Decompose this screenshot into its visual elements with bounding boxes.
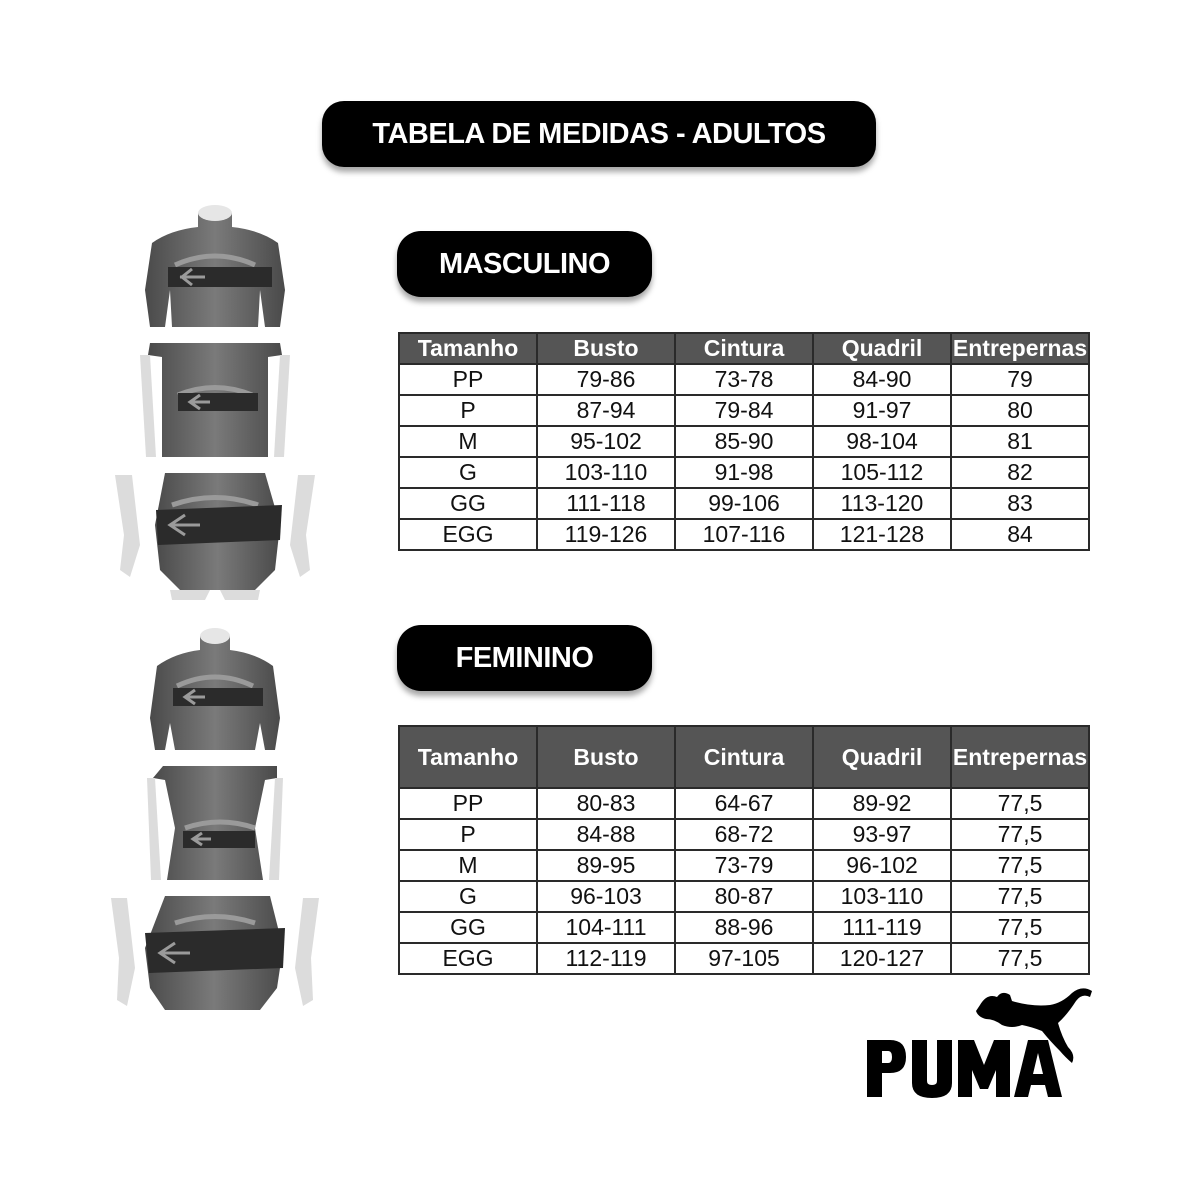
table-cell: 79-86	[537, 364, 675, 395]
table-cell: 77,5	[951, 850, 1089, 881]
table-cell: 80	[951, 395, 1089, 426]
table-cell: 111-118	[537, 488, 675, 519]
table-cell: 77,5	[951, 819, 1089, 850]
table-cell: 84	[951, 519, 1089, 550]
table-cell: 89-95	[537, 850, 675, 881]
table-cell: 77,5	[951, 788, 1089, 819]
female-waist-panel	[147, 766, 283, 880]
column-header-entrepernas: Entrepernas	[951, 726, 1089, 788]
table-cell: 79	[951, 364, 1089, 395]
column-header-quadril: Quadril	[813, 333, 951, 364]
table-row	[399, 788, 1089, 819]
table-row	[399, 364, 1089, 395]
table-cell: GG	[399, 488, 537, 519]
table-cell: 96-102	[813, 850, 951, 881]
puma-logo	[862, 985, 1097, 1105]
table-cell: 84-88	[537, 819, 675, 850]
table-cell: 113-120	[813, 488, 951, 519]
column-header-cintura: Cintura	[675, 333, 813, 364]
column-header-tamanho: Tamanho	[399, 333, 537, 364]
table-cell: 73-78	[675, 364, 813, 395]
puma-wordmark	[867, 1040, 1062, 1098]
column-header-busto: Busto	[537, 726, 675, 788]
table-row	[399, 488, 1089, 519]
table-cell: G	[399, 457, 537, 488]
table-row	[399, 943, 1089, 974]
table-cell: 80-87	[675, 881, 813, 912]
table-cell: 77,5	[951, 912, 1089, 943]
table-cell: 81	[951, 426, 1089, 457]
table-cell: 93-97	[813, 819, 951, 850]
table-cell: 85-90	[675, 426, 813, 457]
table-cell: 77,5	[951, 881, 1089, 912]
table-cell: 77,5	[951, 943, 1089, 974]
table-cell: 112-119	[537, 943, 675, 974]
female-section-title: FEMININO	[397, 625, 652, 691]
table-row	[399, 881, 1089, 912]
table-cell: 99-106	[675, 488, 813, 519]
table-cell: G	[399, 881, 537, 912]
female-body-measurement-figure	[105, 628, 325, 1018]
table-cell: 98-104	[813, 426, 951, 457]
table-cell: 82	[951, 457, 1089, 488]
table-row	[399, 519, 1089, 550]
column-header-quadril: Quadril	[813, 726, 951, 788]
table-cell: 88-96	[675, 912, 813, 943]
male-chest-panel	[145, 205, 285, 327]
female-bust-panel	[150, 628, 280, 750]
table-row	[399, 819, 1089, 850]
table-cell: 95-102	[537, 426, 675, 457]
table-cell: 73-79	[675, 850, 813, 881]
column-header-entrepernas: Entrepernas	[951, 333, 1089, 364]
table-cell: M	[399, 850, 537, 881]
table-cell: EGG	[399, 519, 537, 550]
table-cell: 87-94	[537, 395, 675, 426]
table-cell: 68-72	[675, 819, 813, 850]
table-cell: 103-110	[537, 457, 675, 488]
table-header-row	[399, 726, 1089, 788]
table-cell: 96-103	[537, 881, 675, 912]
page-title: TABELA DE MEDIDAS - ADULTOS	[322, 101, 876, 167]
table-cell: EGG	[399, 943, 537, 974]
table-cell: PP	[399, 364, 537, 395]
table-cell: M	[399, 426, 537, 457]
table-cell: 103-110	[813, 881, 951, 912]
table-cell: 64-67	[675, 788, 813, 819]
male-hip-panel	[115, 473, 315, 600]
male-section-title: MASCULINO	[397, 231, 652, 297]
table-cell: 84-90	[813, 364, 951, 395]
table-row	[399, 457, 1089, 488]
column-header-busto: Busto	[537, 333, 675, 364]
column-header-cintura: Cintura	[675, 726, 813, 788]
male-waist-panel	[140, 343, 290, 457]
table-cell: 91-97	[813, 395, 951, 426]
table-header-row	[399, 333, 1089, 364]
table-cell: P	[399, 819, 537, 850]
table-cell: 107-116	[675, 519, 813, 550]
table-cell: 83	[951, 488, 1089, 519]
table-cell: 111-119	[813, 912, 951, 943]
table-cell: 97-105	[675, 943, 813, 974]
table-cell: GG	[399, 912, 537, 943]
table-row	[399, 912, 1089, 943]
table-cell: PP	[399, 788, 537, 819]
male-size-table	[398, 332, 1090, 551]
table-row	[399, 426, 1089, 457]
table-cell: 120-127	[813, 943, 951, 974]
table-cell: 79-84	[675, 395, 813, 426]
table-cell: 89-92	[813, 788, 951, 819]
table-cell: 80-83	[537, 788, 675, 819]
table-cell: P	[399, 395, 537, 426]
female-hip-panel	[111, 896, 319, 1010]
male-body-measurement-figure	[110, 205, 320, 600]
female-size-table	[398, 725, 1090, 975]
column-header-tamanho: Tamanho	[399, 726, 537, 788]
table-cell: 91-98	[675, 457, 813, 488]
table-cell: 121-128	[813, 519, 951, 550]
table-cell: 105-112	[813, 457, 951, 488]
table-cell: 119-126	[537, 519, 675, 550]
table-row	[399, 395, 1089, 426]
table-row	[399, 850, 1089, 881]
table-cell: 104-111	[537, 912, 675, 943]
